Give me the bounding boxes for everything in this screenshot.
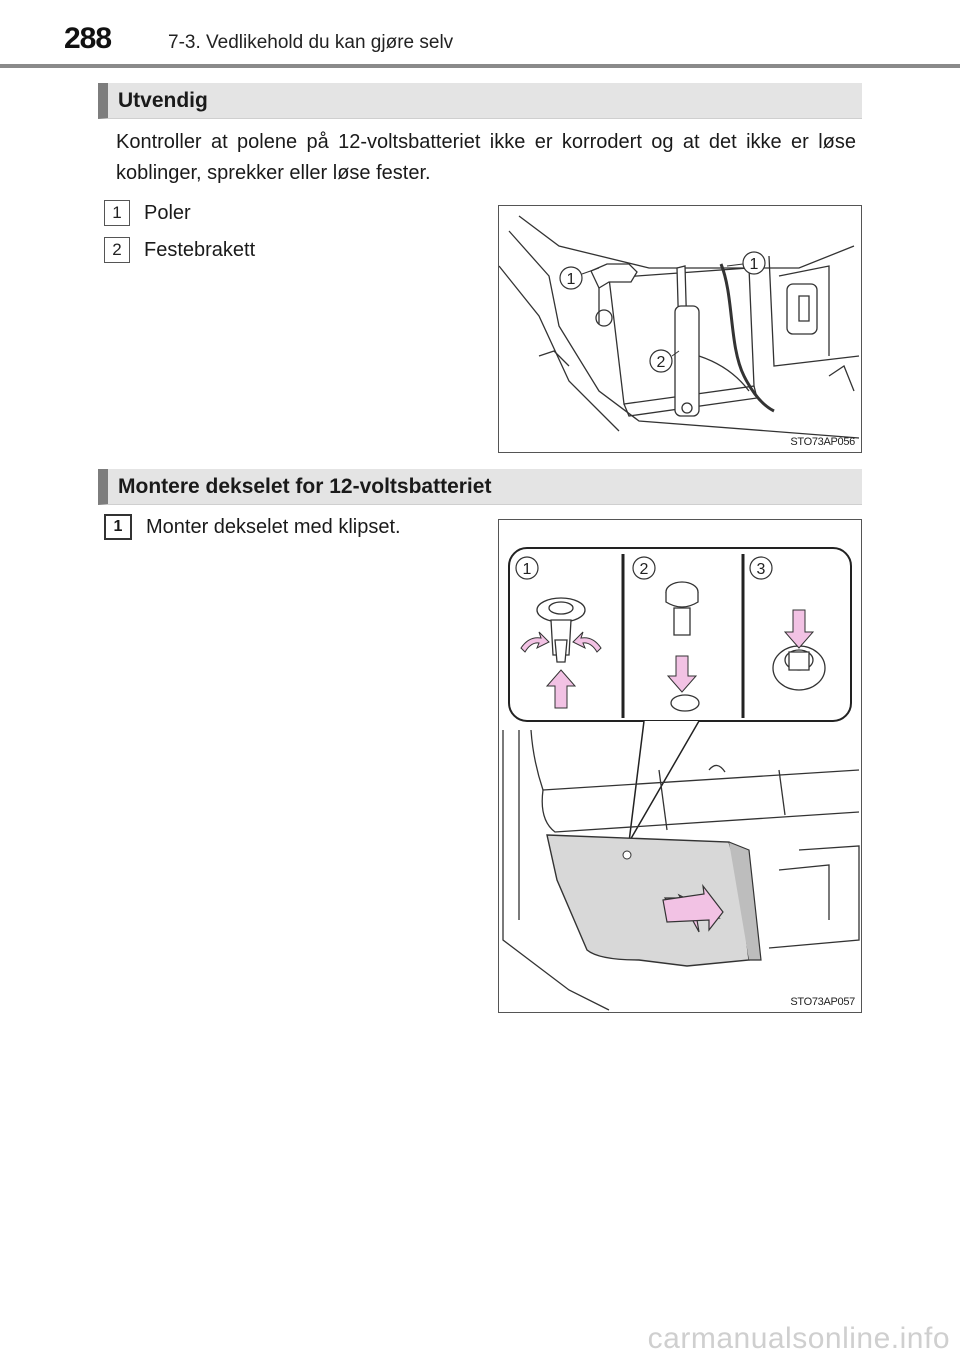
section-body-text: Kontroller at polene på 12-voltsbatteriet ikke er korrodert og at det ikke er løse koblinger, sprekker eller løse fester.: [116, 131, 856, 184]
legend-label: Festebrakett: [144, 238, 256, 261]
callout-clip-1: 1: [522, 561, 532, 578]
chapter-title: 7-3. Vedlikehold du kan gjøre selv: [168, 32, 454, 53]
section-heading-label: Utvendig: [118, 88, 208, 112]
legend-item-terminals: [104, 200, 191, 226]
callout-bracket: 2: [656, 354, 666, 371]
section-heading-exterior: [98, 83, 862, 119]
page-number: 288: [64, 22, 112, 55]
legend-number-box: 2: [104, 237, 130, 263]
section-heading-label: Montere dekselet for 12-voltsbatteriet: [118, 474, 492, 498]
legend-label: Poler: [144, 201, 191, 224]
step-text: Monter dekselet med klipset.: [146, 515, 401, 538]
figure-battery-terminals: [498, 205, 862, 453]
figure-install-cover: [498, 519, 862, 1013]
cover-clip-illustration: [499, 520, 861, 1012]
watermark: carmanualsonline.info: [647, 1322, 950, 1355]
section-heading-install-cover: [98, 469, 862, 505]
header-rule: [0, 64, 960, 68]
callout-terminal-right: 1: [749, 256, 759, 273]
legend-number-box: 1: [104, 200, 130, 226]
step-item: [104, 514, 401, 540]
callout-terminal-left: 1: [566, 271, 576, 288]
callout-clip-3: 3: [756, 561, 766, 578]
step-number-box: 1: [104, 514, 132, 540]
legend-item-bracket: [104, 237, 255, 263]
callout-clip-2: 2: [639, 561, 649, 578]
battery-illustration: [499, 206, 861, 452]
figure-code: STO73AP056: [790, 436, 855, 448]
figure-code: STO73AP057: [790, 996, 855, 1008]
